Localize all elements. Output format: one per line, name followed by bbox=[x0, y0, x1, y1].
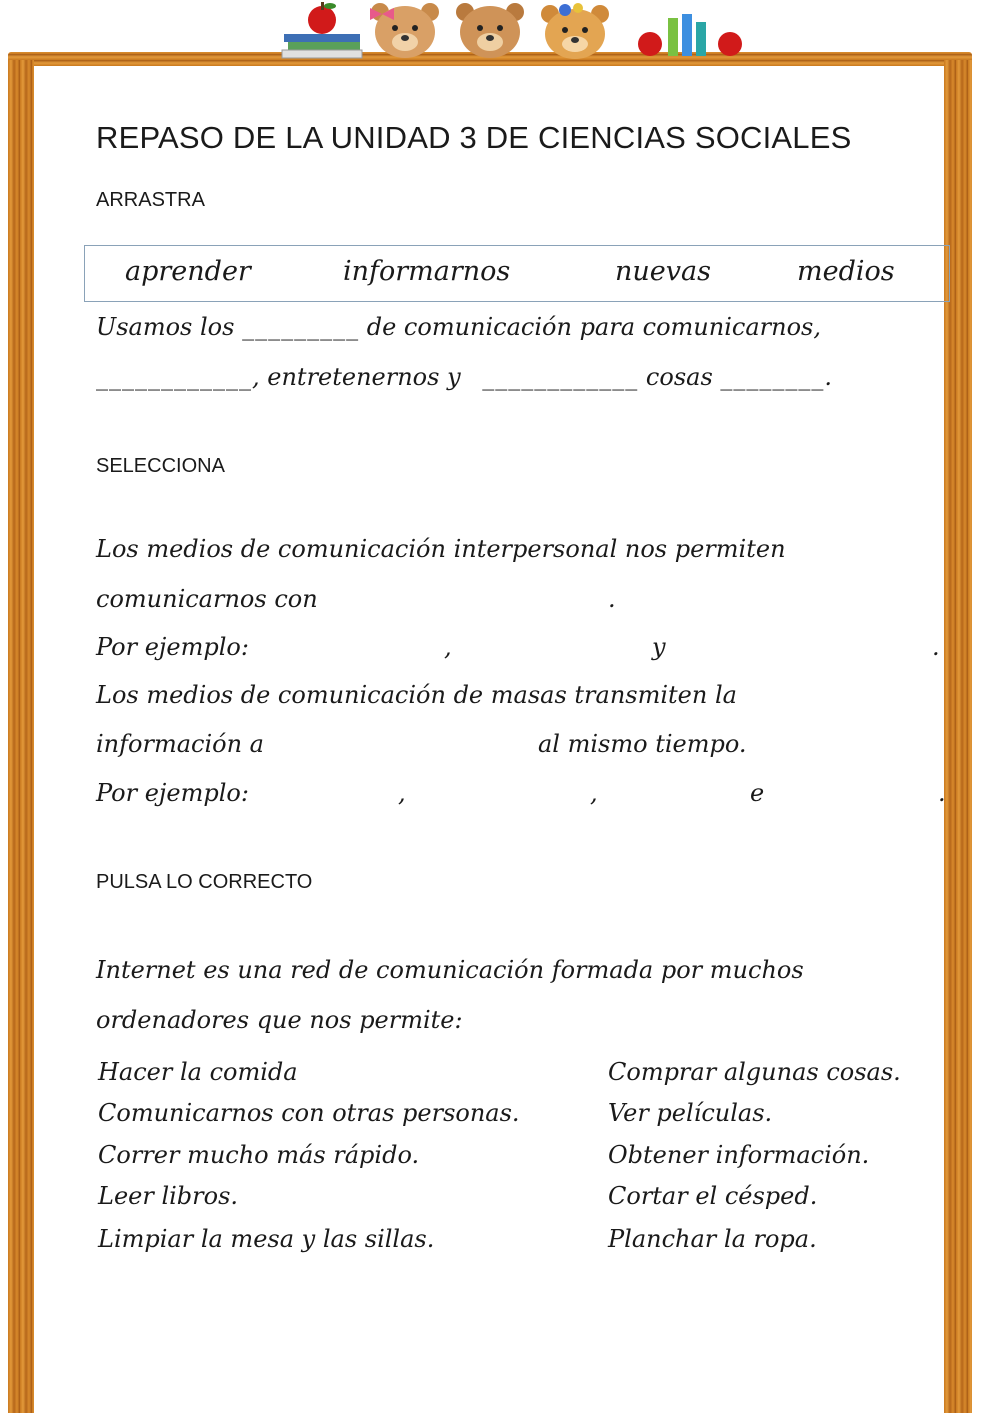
drag-text: Usamos los bbox=[96, 313, 235, 341]
select-dropdown-5[interactable] bbox=[300, 731, 530, 761]
drag-sentence-line-1 bbox=[96, 313, 821, 341]
drop-blank-1[interactable]: _________ bbox=[242, 313, 360, 341]
select-text-line-1: Los medios de comunicación interpersonal nos permiten bbox=[96, 535, 786, 563]
select-text-line-2: comunicarnos con bbox=[96, 585, 318, 613]
drop-blank-4[interactable]: ________ bbox=[720, 363, 825, 391]
select-text-comma: , bbox=[590, 779, 598, 807]
select-text-period: . bbox=[608, 585, 616, 613]
select-text-y: y bbox=[652, 633, 666, 661]
drop-blank-2[interactable]: ____________ bbox=[96, 363, 252, 391]
select-text-comma: , bbox=[398, 779, 406, 807]
select-dropdown-1[interactable] bbox=[352, 586, 602, 616]
select-dropdown-4[interactable] bbox=[680, 634, 925, 664]
word-bank bbox=[84, 245, 950, 302]
drag-word-informarnos[interactable]: informarnos bbox=[343, 256, 511, 287]
drag-word-aprender[interactable]: aprender bbox=[125, 256, 251, 287]
drag-word-medios[interactable]: medios bbox=[797, 256, 895, 287]
click-text-line-1: Internet es una red de comunicación formada por muchos bbox=[96, 956, 804, 984]
option-left-3[interactable]: Correr mucho más rápido. bbox=[98, 1141, 420, 1169]
option-right-5[interactable]: Planchar la ropa. bbox=[608, 1225, 817, 1253]
select-dropdown-9[interactable] bbox=[775, 780, 930, 810]
option-right-3[interactable]: Obtener información. bbox=[608, 1141, 870, 1169]
select-text-line-5a: información a bbox=[96, 730, 264, 758]
section-select-heading: SELECCIONA bbox=[96, 455, 225, 477]
drag-text: . bbox=[824, 363, 833, 391]
drag-word-nuevas[interactable]: nuevas bbox=[615, 256, 711, 287]
option-left-1[interactable]: Hacer la comida bbox=[98, 1058, 298, 1086]
option-right-2[interactable]: Ver películas. bbox=[608, 1099, 773, 1127]
option-right-1[interactable]: Comprar algunas cosas. bbox=[608, 1058, 901, 1086]
option-left-2[interactable]: Comunicarnos con otras personas. bbox=[98, 1099, 520, 1127]
select-text-period: . bbox=[938, 779, 946, 807]
drop-blank-3[interactable]: ____________ bbox=[482, 363, 639, 391]
select-dropdown-2[interactable] bbox=[270, 634, 440, 664]
option-right-4[interactable]: Cortar el césped. bbox=[608, 1182, 818, 1210]
select-text-line-3: Por ejemplo: bbox=[96, 633, 249, 661]
drag-text: de comunicación para comunicarnos, bbox=[366, 313, 821, 341]
page-title: REPASO DE LA UNIDAD 3 DE CIENCIAS SOCIALES bbox=[96, 120, 852, 155]
select-dropdown-8[interactable] bbox=[605, 780, 740, 810]
drag-sentence-line-2 bbox=[96, 363, 832, 391]
drag-text: cosas bbox=[645, 363, 713, 391]
select-text-comma: , bbox=[444, 633, 452, 661]
select-dropdown-7[interactable] bbox=[415, 780, 580, 810]
select-dropdown-3[interactable] bbox=[462, 634, 642, 664]
option-left-4[interactable]: Leer libros. bbox=[98, 1182, 239, 1210]
select-text-line-4: Los medios de comunicación de masas transmiten la bbox=[96, 681, 737, 709]
section-drag-heading: ARRASTRA bbox=[96, 189, 205, 211]
select-dropdown-6[interactable] bbox=[270, 780, 390, 810]
section-click-heading: PULSA LO CORRECTO bbox=[96, 871, 313, 893]
select-text-line-6: Por ejemplo: bbox=[96, 779, 249, 807]
option-left-5[interactable]: Limpiar la mesa y las sillas. bbox=[98, 1225, 435, 1253]
click-text-line-2: ordenadores que nos permite: bbox=[96, 1006, 463, 1034]
select-text-period: . bbox=[932, 633, 940, 661]
drag-text: , entretenernos y bbox=[252, 363, 461, 391]
select-text-e: e bbox=[750, 779, 765, 807]
select-text-line-5b: al mismo tiempo. bbox=[538, 730, 747, 758]
